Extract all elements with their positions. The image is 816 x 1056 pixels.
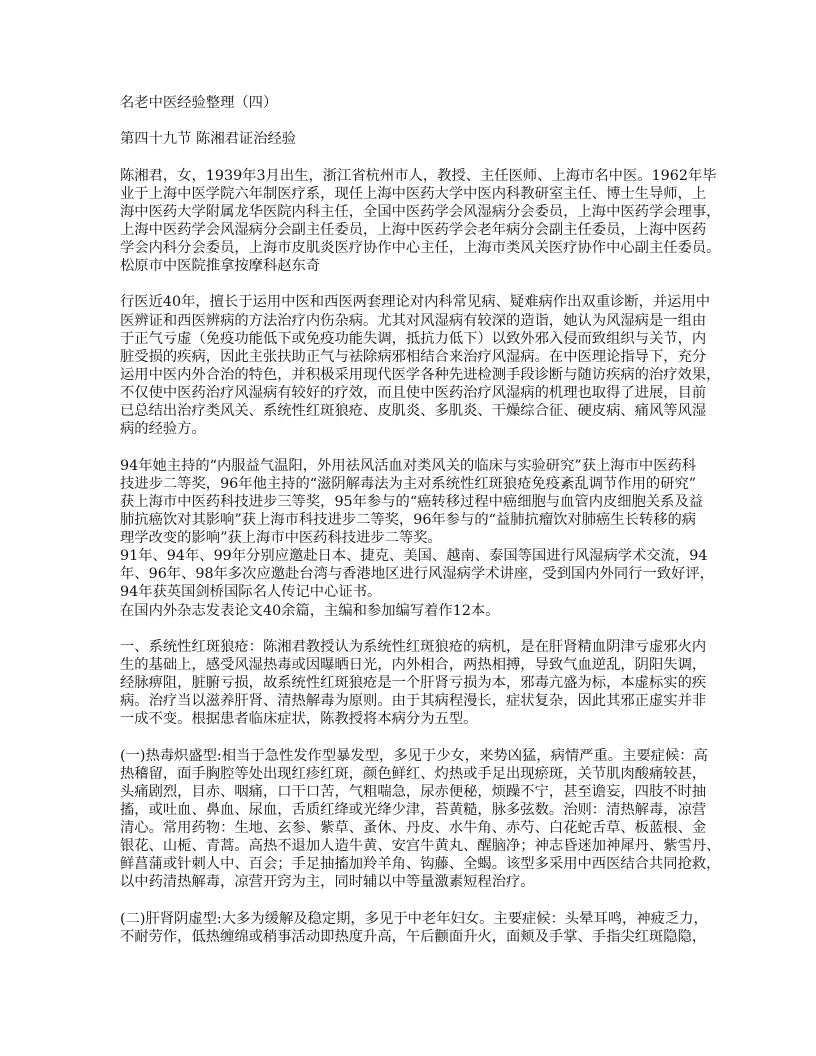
text-line: 一成不变。根据患者临床症状，陈教授将本病分为五型。	[120, 711, 478, 728]
text-line: 94年她主持的“内服益气温阳，外用祛风活血对类风关的临床与实验研究”获上海市中医药科	[120, 457, 697, 474]
text-line: 陈湘君，女，1939年3月出生，浙江省杭州市人，教授、主任医师、上海市名中医。1962年毕	[120, 167, 717, 184]
text-line: 肺抗癌饮对其影响”获上海市科技进步二等奖，96年参与的“益肺抗瘤饮对肺癌生长转移的病	[120, 511, 697, 528]
paragraph	[120, 293, 720, 438]
blank-line	[120, 620, 720, 638]
document-body	[120, 167, 720, 946]
section-title: 第四十九节 陈湘君证治经验	[120, 131, 297, 148]
text-line: 94年获英国剑桥国际名人传记中心证书。	[120, 584, 382, 601]
text-line: 热稽留，面手胸腔等处出现红疹红斑，颜色鲜红、灼热或手足出现瘀斑，关节肌肉酸痛较甚，	[120, 765, 707, 782]
text-line: 病。治疗当以滋养肝肾、清热解毒为原则。由于其病程漫长，症状复杂，因此其邪正虚实并非	[120, 693, 707, 710]
text-line: (一)热毒炽盛型:相当于急性发作型暴发型，多见于少女，来势凶猛，病情严重。主要症候：高	[120, 747, 708, 764]
text-line: 脏受损的疾病，因此主张扶助正气与祛除病邪相结合来治疗风湿病。在中医理论指导下，充分	[120, 348, 707, 365]
text-line: 银花、山栀、青蒿。高热不退加人造牛黄、安宫牛黄丸、醒脑净；神志昏迷加神犀丹、紫雪丹、	[120, 838, 721, 855]
text-line: 鲜菖蒲或针刺人中、百会；手足抽搐加羚羊角、钩藤、全蝎。该型多采用中西医结合共同抢救，	[120, 856, 721, 873]
document-title: 名老中医经验整理（四）	[120, 95, 278, 111]
text-line: 行医近40年，擅长于运用中医和西医两套理论对内科常见病、疑难病作出双重诊断，并运用中	[120, 294, 711, 311]
paragraph	[120, 638, 720, 729]
text-line: 已总结出治疗类风关、系统性红斑狼疮、皮肌炎、多肌炎、干燥综合征、硬皮病、痛风等风湿	[120, 403, 707, 420]
paragraph	[120, 167, 720, 276]
text-line: 病的经验方。	[120, 421, 206, 438]
text-line: (二)肝肾阴虚型:大多为缓解及稳定期，多见于中老年妇女。主要症候：头晕耳鸣，神疲乏力，	[120, 910, 708, 927]
blank-line	[120, 148, 720, 166]
text-line: 海中医药大学附属龙华医院内科主任，全国中医药学会风湿病分会委员，上海中医药学会理事，	[120, 203, 721, 220]
paragraph	[120, 747, 720, 892]
blank-line	[120, 438, 720, 456]
text-line: 搐，或吐血、鼻血、尿血，舌质红绛或光绛少津，苔黄糙，脉多弦数。治则：清热解毒，凉营	[120, 801, 707, 818]
text-line: 头痛剧烈，目赤、咽痛，口干口苦，气粗喘急，尿赤便秘，烦躁不宁，甚至谵妄，四肢不时抽	[120, 783, 707, 800]
text-line: 松原市中医院推拿按摩科赵东奇	[120, 258, 321, 275]
blank-line	[120, 112, 720, 130]
text-line: 清心。常用药物：生地、玄参、紫草、蚤休、丹皮、水牛角、赤芍、白花蛇舌草、板蓝根、金	[120, 820, 707, 836]
text-line: 91年、94年、99年分别应邀赴日本、捷克、美国、越南、泰国等国进行风湿病学术交流，94	[120, 548, 708, 565]
text-line: 运用中医内外合治的特色，并积极采用现代医学各种先进检测手段诊断与随访疾病的治疗效果，	[120, 366, 721, 383]
text-line: 一、系统性红斑狼疮：陈湘君教授认为系统性红斑狼疮的病机，是在肝肾精血阴津亏虚邪火内	[120, 638, 707, 655]
paragraph	[120, 457, 720, 620]
text-line: 以中药清热解毒，凉营开窍为主，同时辅以中等量激素短程治疗。	[120, 874, 535, 891]
text-line: 于正气亏虚（免疫功能低下或免疫功能失调，抵抗力低下）以致外邪入侵而致组织与关节，内	[120, 330, 707, 347]
blank-line	[120, 728, 720, 746]
text-line: 年、96年、98年多次应邀赴台湾与香港地区进行风湿病学术讲座，受到国内外同行一致好评，	[120, 566, 714, 583]
text-line: 医辨证和西医辨病的方法治疗内伤杂病。尤其对风湿病有较深的造诣，她认为风湿病是一组由	[120, 312, 707, 329]
text-line: 理学改变的影响”获上海市中医药科技进步二等奖。	[120, 530, 442, 546]
paragraph	[120, 910, 720, 946]
document-page	[120, 94, 720, 946]
text-line: 生的基础上，感受风湿热毒或因曝晒日光，内外相合，两热相搏，导致气血逆乱，阴阳失调，	[120, 656, 707, 673]
text-line: 不仅使中医药治疗风湿病有较好的疗效，而且使中医药治疗风湿病的机理也取得了进展，目前	[120, 385, 707, 401]
text-line: 不耐劳作，低热缠绵或稍事活动即热度升高，午后颧面升火，面颊及手掌、手指尖红斑隐隐，	[120, 928, 707, 945]
text-line: 获上海市中医药科技进步三等奖，95年参与的“癌转移过程中癌细胞与血管内皮细胞关系及益	[120, 493, 704, 510]
text-line: 上海中医药学会风湿病分会副主任委员，上海中医药学会老年病分会副主任委员，上海中医药	[120, 221, 707, 238]
blank-line	[120, 275, 720, 293]
text-line: 技进步二等奖，96年他主持的“滋阴解毒法为主对系统性红斑狼疮免疫紊乱调节作用的研究”	[120, 475, 697, 492]
text-line: 学会内科分会委员，上海市皮肌炎医疗协作中心主任，上海市类风关医疗协作中心副主任委员。	[120, 240, 721, 256]
text-line: 经脉痹阻，脏腑亏损，故系统性红斑狼疮是一个肝肾亏损为本，邪毒亢盛为标，本虚标实的疾	[120, 675, 707, 691]
text-line: 在国内外杂志发表论文40余篇，主编和参加编写着作12本。	[120, 602, 500, 619]
blank-line	[120, 892, 720, 910]
text-line: 业于上海中医学院六年制医疗系，现任上海中医药大学中医内科教研室主任、博士生导师，上	[120, 185, 707, 202]
